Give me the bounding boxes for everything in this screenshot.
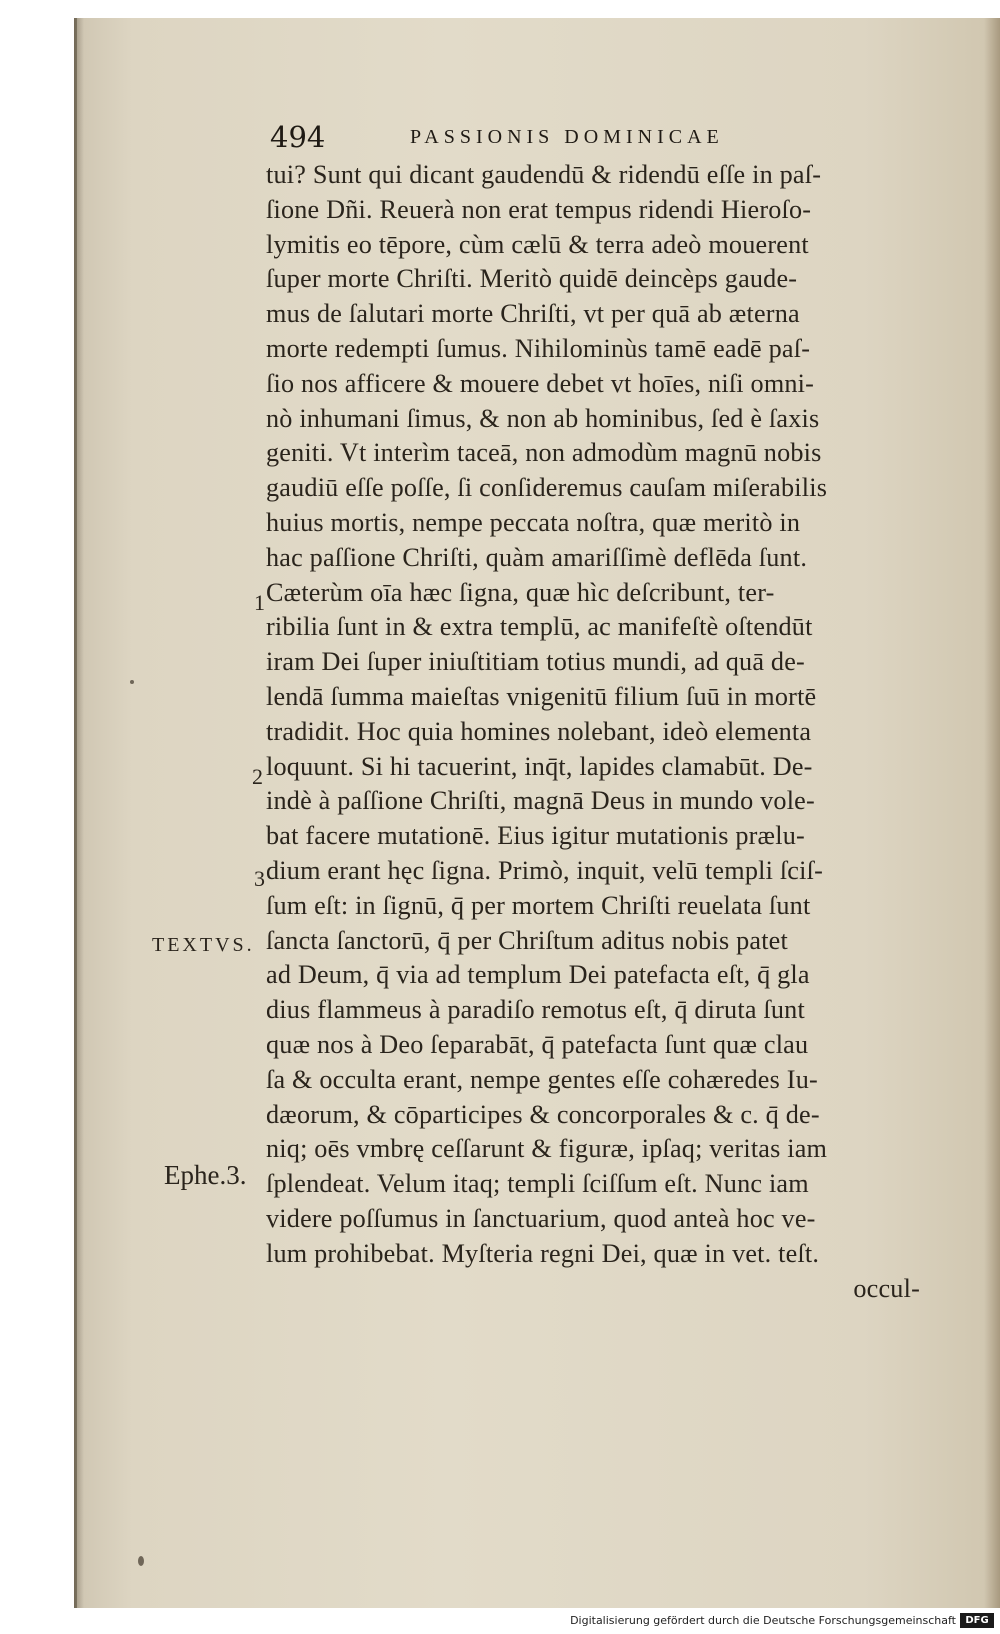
text-line: tradidit. Hoc quia homines nolebant, ideò elementa [266, 716, 812, 746]
text-line: indè à paſſione Chriſti, magnā Deus in mundo vole- [266, 786, 815, 816]
text-line: videre poſſumus in ſanctuarium, quod anteà hoc ve- [266, 1203, 816, 1233]
margin-note-ephe: Ephe.3. [164, 1160, 247, 1190]
text-line: tui? Sunt qui dicant gaudendū & ridendū eſſe in paſ- [266, 160, 822, 189]
text-line: bat facere mutationē. Eius igitur mutationis prælu- [266, 821, 805, 851]
paper-speck [130, 680, 134, 684]
dfg-logo: DFG [960, 1613, 994, 1628]
text-line: ſum eſt: in ſignū, q̄ per mortem Chriſti reuelata ſunt [266, 890, 811, 920]
text-line: loquunt. Si hi tacuerint, inq̄t, lapides clamabūt. De- [266, 751, 813, 781]
text-line: lymitis eo tēpore, cùm cælū & terra adeò mouerent [266, 229, 809, 259]
page-number: 494 [270, 120, 326, 154]
text-line: morte redempti ſumus. Nihilominùs tamē eadē paſ- [266, 333, 811, 363]
text-line: ſuper morte Chriſti. Meritò quidē deincèps gaude- [266, 264, 798, 294]
margin-note-1: 1 [254, 590, 265, 615]
footer-bar [0, 1608, 1000, 1634]
text-line: ſancta ſanctorū, q̄ per Chriſtum aditus nobis patet [266, 925, 788, 955]
text-line: Cæterùm oīa hæc ſigna, quæ hìc deſcribunt, ter- [266, 577, 775, 607]
text-line: dius flammeus à paradiſo remotus eſt, q̄ diruta ſunt [266, 995, 805, 1025]
text-line: quæ nos à Deo ſeparabāt, q̄ patefacta ſunt quæ clau [266, 1029, 809, 1059]
text-line: nò inhumani ſimus, & non ab hominibus, ſed è ſaxis [266, 403, 820, 433]
text-line: geniti. Vt interìm taceā, non admodùm magnū nobis [266, 438, 822, 468]
text-line: ſplendeat. Velum itaq; templi ſciſſum eſt. Nunc iam [266, 1169, 809, 1199]
text-line: ſio nos afficere & mouere debet vt hoīes, niſi omni- [266, 368, 815, 398]
page-right-edge [984, 18, 1000, 1608]
text-line: huius mortis, nempe peccata noſtra, quæ meritò in [266, 507, 801, 537]
text-line: niq; oēs vmbrę ceſſarunt & figuræ, ipſaq; veritas iam [266, 1134, 828, 1164]
text-line: gaudiū eſſe poſſe, ſi conſideremus cauſam miſerabilis [266, 473, 828, 503]
funding-credit: Digitalisierung gefördert durch die Deutsche Forschungsgemeinschaft [570, 1614, 956, 1627]
body-text [266, 158, 946, 1306]
text-line: iram Dei ſuper iniuſtitiam totius mundi, ad quā de- [266, 647, 805, 677]
text-line: occul- [853, 1273, 920, 1303]
margin-note-3: 3 [254, 866, 265, 891]
paper-speck [138, 1556, 144, 1566]
page-header [270, 120, 950, 160]
text-line: mus de ſalutari morte Chriſti, vt per quā ab æterna [266, 299, 800, 329]
text-line: ribilia ſunt in & extra templū, ac manifeſtè oſtendūt [266, 612, 813, 642]
text-line: ſione Dñi. Reuerà non erat tempus ridendi Hieroſo- [266, 194, 812, 224]
text-line: hac paſſione Chriſti, quàm amariſſimè deflēda ſunt. [266, 542, 808, 572]
text-line: dium erant hęc ſigna. Primò, inquit, velū templi ſciſ- [266, 855, 823, 885]
text-line: ad Deum, q̄ via ad templum Dei patefacta eſt, q̄ gla [266, 960, 810, 990]
page-gutter-shadow [74, 18, 84, 1608]
text-line: ſa & occulta erant, nempe gentes eſſe cohæredes Iu- [266, 1064, 818, 1094]
text-line: lendā ſumma maieſtas vnigenitū filium ſuū in mortē [266, 681, 817, 711]
text-line: lum prohibebat. Myſteria regni Dei, quæ in vet. teſt. [266, 1238, 820, 1268]
running-title: PASSIONIS DOMINICAE [410, 126, 724, 148]
text-line: dæorum, & cōparticipes & concorporales & c. q̄ de- [266, 1099, 820, 1129]
margin-note-2: 2 [252, 764, 263, 789]
margin-note-textus: TEXTVS. [152, 934, 255, 956]
